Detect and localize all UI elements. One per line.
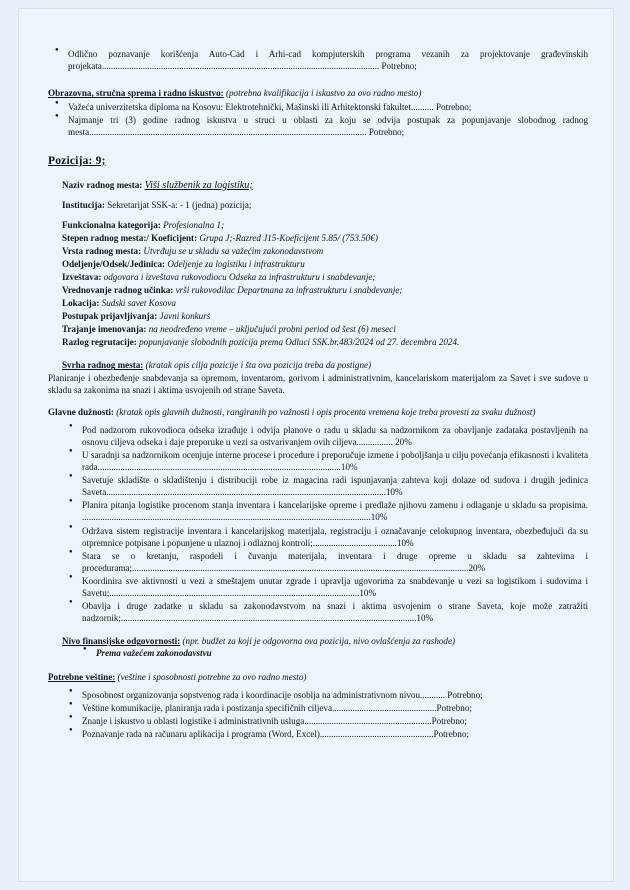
list-item: ● U saradnji sa nadzornikom ocenjuje interne procese i procedure i preporučuje izmene i poboljšanja u cilju povećanja efikasnosti i kvaliteta rada...........................................................................................................10%: [62, 449, 588, 473]
list-item: ● Planira pitanja logistike procenom stanja inventara i kancelarijske opreme i predlaže njihovu zamenu i odlaganje u skladu sa propisima. ...............................................................................................................................10%: [62, 499, 588, 523]
duties-list: [48, 424, 588, 625]
list-item: ● Veštine komunikacije, planiranja rada i postizanja specifičnih ciljeva..............................................Potrebno;: [62, 702, 588, 714]
list-item: ● Odlično poznavanje korišćenja Auto-Cad i Arhi-cad kompjuterskih programa vezanih za projektovanje građevinskih projekata.......................................................................................................................... Potrebno;: [48, 48, 588, 72]
job-title-label: Naziv radnog mesta:: [62, 179, 143, 190]
skills-heading-row: [48, 671, 588, 683]
field-value: na neodređeno vreme – uključujući probni period od šest (6) meseci: [148, 324, 396, 335]
field-row-performance-evaluation: [62, 284, 588, 296]
field-value: vrši rukovodilac Departmana za infrastrukturu i snabdevanje;: [175, 284, 403, 295]
duties-note: (kratak opis glavnih dužnosti, rangiranih po važnosti i opis procenta vremena koje treba provesti za svaku dužnost): [116, 406, 536, 417]
list-item: ● Sposobnost organizovanja sopstvenog rada i koordinacije osoblja na administrativnom nivou........... Potrebno;: [62, 689, 588, 701]
field-label: Vrsta radnog mesta:: [62, 245, 142, 256]
education-heading-row: [48, 87, 588, 99]
financial-note: (npr. budžet za koji je odgovorna ova pozicija, nivo ovlašćenja za rashode): [182, 636, 456, 647]
fields-block: [48, 219, 588, 349]
job-title-value: Viši službenik za logistiku;: [144, 179, 253, 191]
education-heading: Obrazovna, stručna sprema i radno iskustvo:: [48, 88, 224, 99]
field-label: Stepen radnog mesta:/ Koeficijent:: [62, 232, 198, 243]
list-item: ● Pod nadzorom rukovodioca odseka izrađuje i odvija planove o radu u skladu sa nadzornikom za obavljanje zadataka postavljenih na osnovu ciljeva odseka i daje preporuke u vezi sa ostvarivanjem ovih ciljeva................ 20%: [62, 424, 588, 448]
job-title-row: [48, 179, 588, 193]
financial-list: [48, 647, 588, 659]
field-row-appointment-duration: [62, 323, 588, 335]
field-label: Odeljenje/Odsek/Jedinica:: [62, 258, 166, 269]
position-title-row: [48, 154, 588, 169]
field-value: Profesionalna 1;: [163, 219, 225, 230]
list-item: ● Prema važećem zakonodavstvu: [76, 647, 588, 659]
financial-heading-row: [48, 635, 588, 647]
skills-heading: Potrebne veštine:: [48, 671, 116, 682]
purpose-note: (kratak opis cilja pozicije i šta ova pozicija treba da postigne): [145, 360, 372, 371]
document-sheet: [18, 8, 614, 882]
field-value: popunjavanje slobodnih pozicija prema Odluci SSK.br.483/2024 od 27. decembra 2024.: [139, 337, 460, 348]
field-value: Odeljenje za logistiku i infrastrukturu: [167, 258, 305, 269]
duties-heading: Glavne dužnosti:: [48, 406, 114, 417]
field-row-job-type: [62, 245, 588, 257]
field-value: Utvrđuju se u skladu sa važećim zakonodavstvom: [143, 245, 324, 256]
list-item: ● Savetuje skladište o skladištenju i distribuciji robe iz magacina radi ispunjavanja zahteva koji dolaze od sudova i drugih jedinica Saveta...........................................................................................................................10%: [62, 474, 588, 498]
list-item: ● Znanje i iskustvo u oblasti logistike i administrativnih usluga........................................................Potrebno;: [62, 715, 588, 727]
field-label: Postupak prijavljivanja:: [62, 311, 158, 322]
field-value: Sudski savet Kosova: [101, 298, 176, 309]
field-row-functional-category: [62, 219, 588, 231]
financial-heading: Nivo finansijske odgovornosti:: [62, 636, 181, 647]
list-item: ● Održava sistem registracije inventara i kancelarijskog materijala, registraciju i označavanje celokupnog inventara, obezbeđujući da su otpremnice potpisane i popunjene u ulaznoj i odlaznoj kontroli;.....................................10%: [62, 525, 588, 549]
field-row-application-procedure: [62, 310, 588, 322]
education-bullet-list: [48, 101, 588, 138]
list-item: ● Koordinira sve aktivnosti u vezi a smeštajem unutar zgrade i upravlja ugovorima za snabdevanje u vezi sa logistikom i sudovima i Savetu;..............................................................................................................10%: [62, 575, 588, 599]
duties-heading-row: [48, 406, 588, 418]
field-value: Javni konkurs: [159, 311, 211, 322]
field-value: Grupa J;-Razred J15-Koeficijent 5.85/ (753.50€): [199, 232, 378, 243]
institution-value: Sekretarijat SSK-a: - 1 (jedna) pozicija;: [107, 200, 252, 211]
top-bullet-list: [48, 48, 588, 72]
list-item: ● Obavlja i druge zadatke u skladu sa zakonodavstvom na snazi i aktima usvojenim o strane Saveta, koje može zatražiti nadzornik;..................................................................................................................................10%: [62, 600, 588, 624]
field-row-recruitment-reason: [62, 336, 588, 348]
document-body: [48, 48, 588, 741]
institution-row: [48, 199, 588, 211]
field-label: Vrednovanje radnog učinka:: [62, 284, 174, 295]
field-row-grade-coefficient: [62, 232, 588, 244]
list-item: ● Poznavanje rada na računaru aplikacija i programa (Word, Excel)..................................................Potrebno;: [62, 728, 588, 740]
field-label: Izveštava:: [62, 271, 102, 282]
list-item: ● Važeća univerzitetska diploma na Kosovu: Elektrotehnički, Mašinski ili Arhitektonski fakultet.......... Potrebno;: [48, 101, 588, 113]
skills-list: [48, 689, 588, 740]
field-value: odgovara i izveštava rukovodiocu Odseka za infrastrukturu i snabdevanje;: [103, 271, 376, 282]
field-label: Trajanje imenovanja:: [62, 324, 147, 335]
list-item: ● Stara se o kretanju, raspodeli i čuvanju materijala, inventara i druge opreme u skladu sa zahtevima i procedurama;....................................................................................................................................................20%: [62, 550, 588, 574]
purpose-heading-row: [48, 359, 588, 371]
institution-label: Institucija:: [62, 200, 105, 211]
field-row-location: [62, 297, 588, 309]
education-note: (potrebna kvalifikacija i iskustvo za ovo radno mesto): [225, 88, 422, 99]
field-row-reports-to: [62, 271, 588, 283]
skills-note: (veštine i sposobnosti potrebne za ovo radno mesto): [117, 671, 307, 682]
purpose-text: Planiranje i obezbeđenje snabdevanja sa opremom, inventarom, gorivom i administrativnim, kancelariskom materijalom za Savet i sve sudove u skladu sa zakonima na snazi i aktima usvojenih od strane Saveta.: [48, 372, 588, 395]
field-label: Funkcionalna kategorija:: [62, 219, 161, 230]
field-label: Lokacija:: [62, 298, 100, 309]
list-item: ● Najmanje tri (3) godine radnog iskustva u struci u oblasti za koju se odvija postupak za popunjavanje slobodnog radnog mesta.......................................................................................................................... Potrebno;: [48, 114, 588, 138]
purpose-heading: Svrha radnog mesta:: [62, 360, 144, 371]
field-row-department: [62, 258, 588, 270]
field-label: Razlog regrutacije:: [62, 337, 137, 348]
position-title: Pozicija: 9;: [48, 154, 106, 167]
